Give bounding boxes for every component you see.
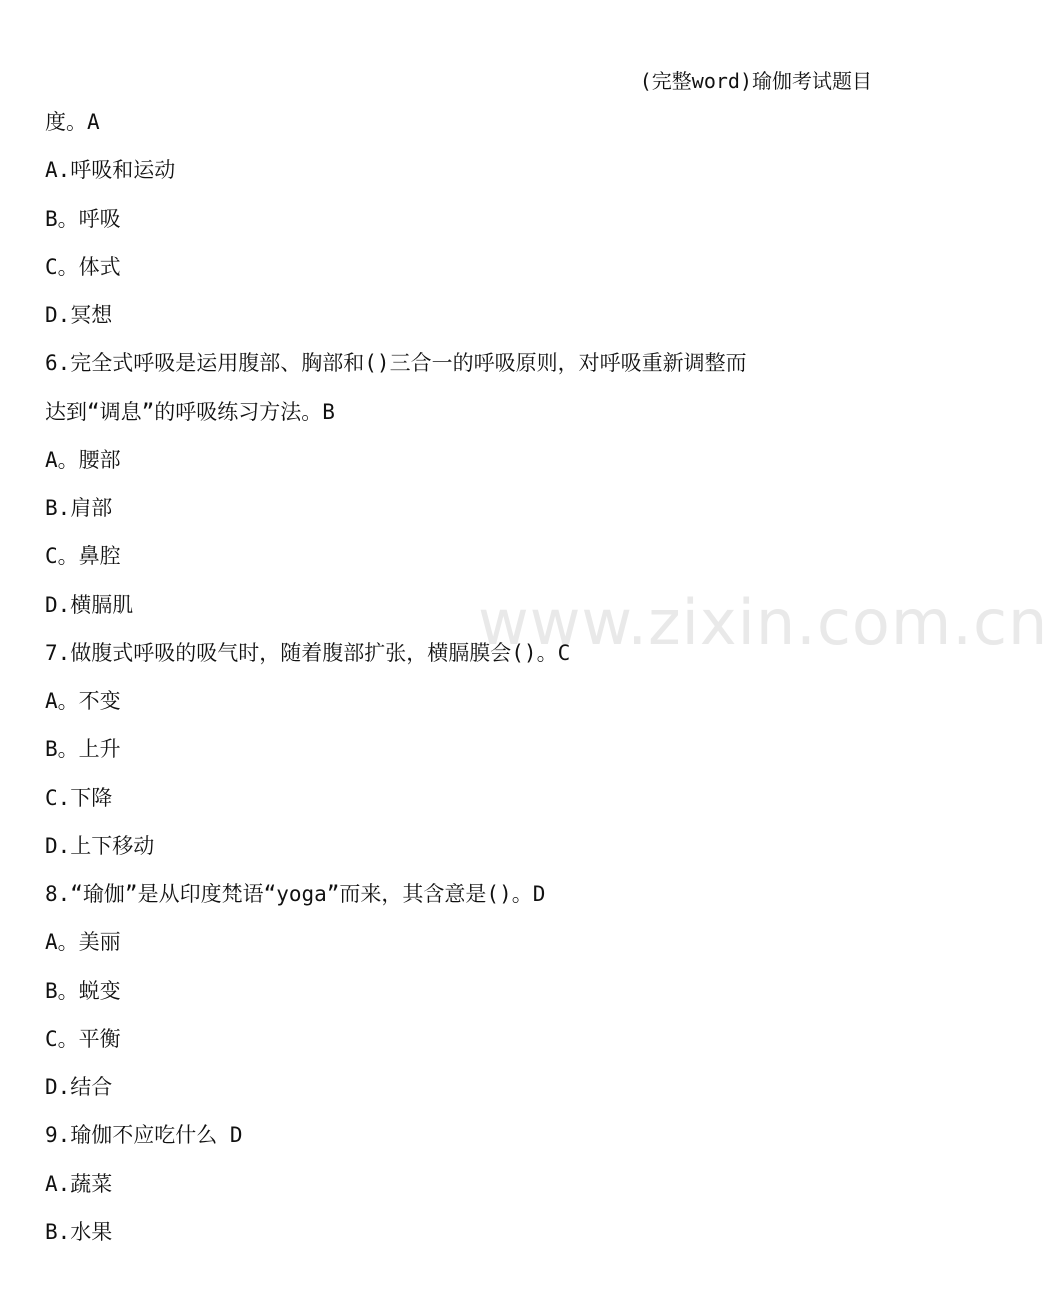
option-line: D.结合 bbox=[45, 1075, 113, 1099]
option-line: B.肩部 bbox=[45, 496, 113, 520]
option-line: A。不变 bbox=[45, 689, 121, 713]
option-line: B。呼吸 bbox=[45, 206, 121, 231]
option-line: A。美丽 bbox=[45, 930, 121, 955]
option-line: A.蔬菜 bbox=[45, 1171, 113, 1196]
document-header: (完整word)瑜伽考试题目 bbox=[639, 69, 872, 93]
option-line: C.下降 bbox=[45, 785, 113, 810]
option-line: B。蜕变 bbox=[45, 978, 121, 1003]
document-body bbox=[45, 104, 875, 1262]
text-line: 度。A bbox=[45, 110, 100, 134]
question-line: 6.完全式呼吸是运用腹部、胸部和()三合一的呼吸原则，对呼吸重新调整而 bbox=[45, 351, 747, 376]
option-line: B。上升 bbox=[45, 737, 121, 762]
option-line: C。体式 bbox=[45, 254, 121, 279]
option-line: B.水果 bbox=[45, 1219, 113, 1244]
question-line: 8.“瑜伽”是从印度梵语“yoga”而来，其含意是()。D bbox=[45, 882, 546, 906]
option-line: D.横膈肌 bbox=[45, 592, 134, 617]
question-line: 7.做腹式呼吸的吸气时，随着腹部扩张，横膈膜会()。C bbox=[45, 640, 571, 665]
option-line: C。鼻腔 bbox=[45, 544, 121, 569]
option-line: A.呼吸和运动 bbox=[45, 158, 176, 183]
option-line: D.上下移动 bbox=[45, 833, 155, 858]
question-line: 9.瑜伽不应吃什么 D bbox=[45, 1123, 243, 1148]
option-line: A。腰部 bbox=[45, 447, 121, 472]
question-line: 达到“调息”的呼吸练习方法。B bbox=[45, 399, 335, 424]
option-line: D.冥想 bbox=[45, 303, 113, 327]
option-line: C。平衡 bbox=[45, 1026, 121, 1051]
watermark: www.zixin.com.cn bbox=[478, 586, 1048, 659]
